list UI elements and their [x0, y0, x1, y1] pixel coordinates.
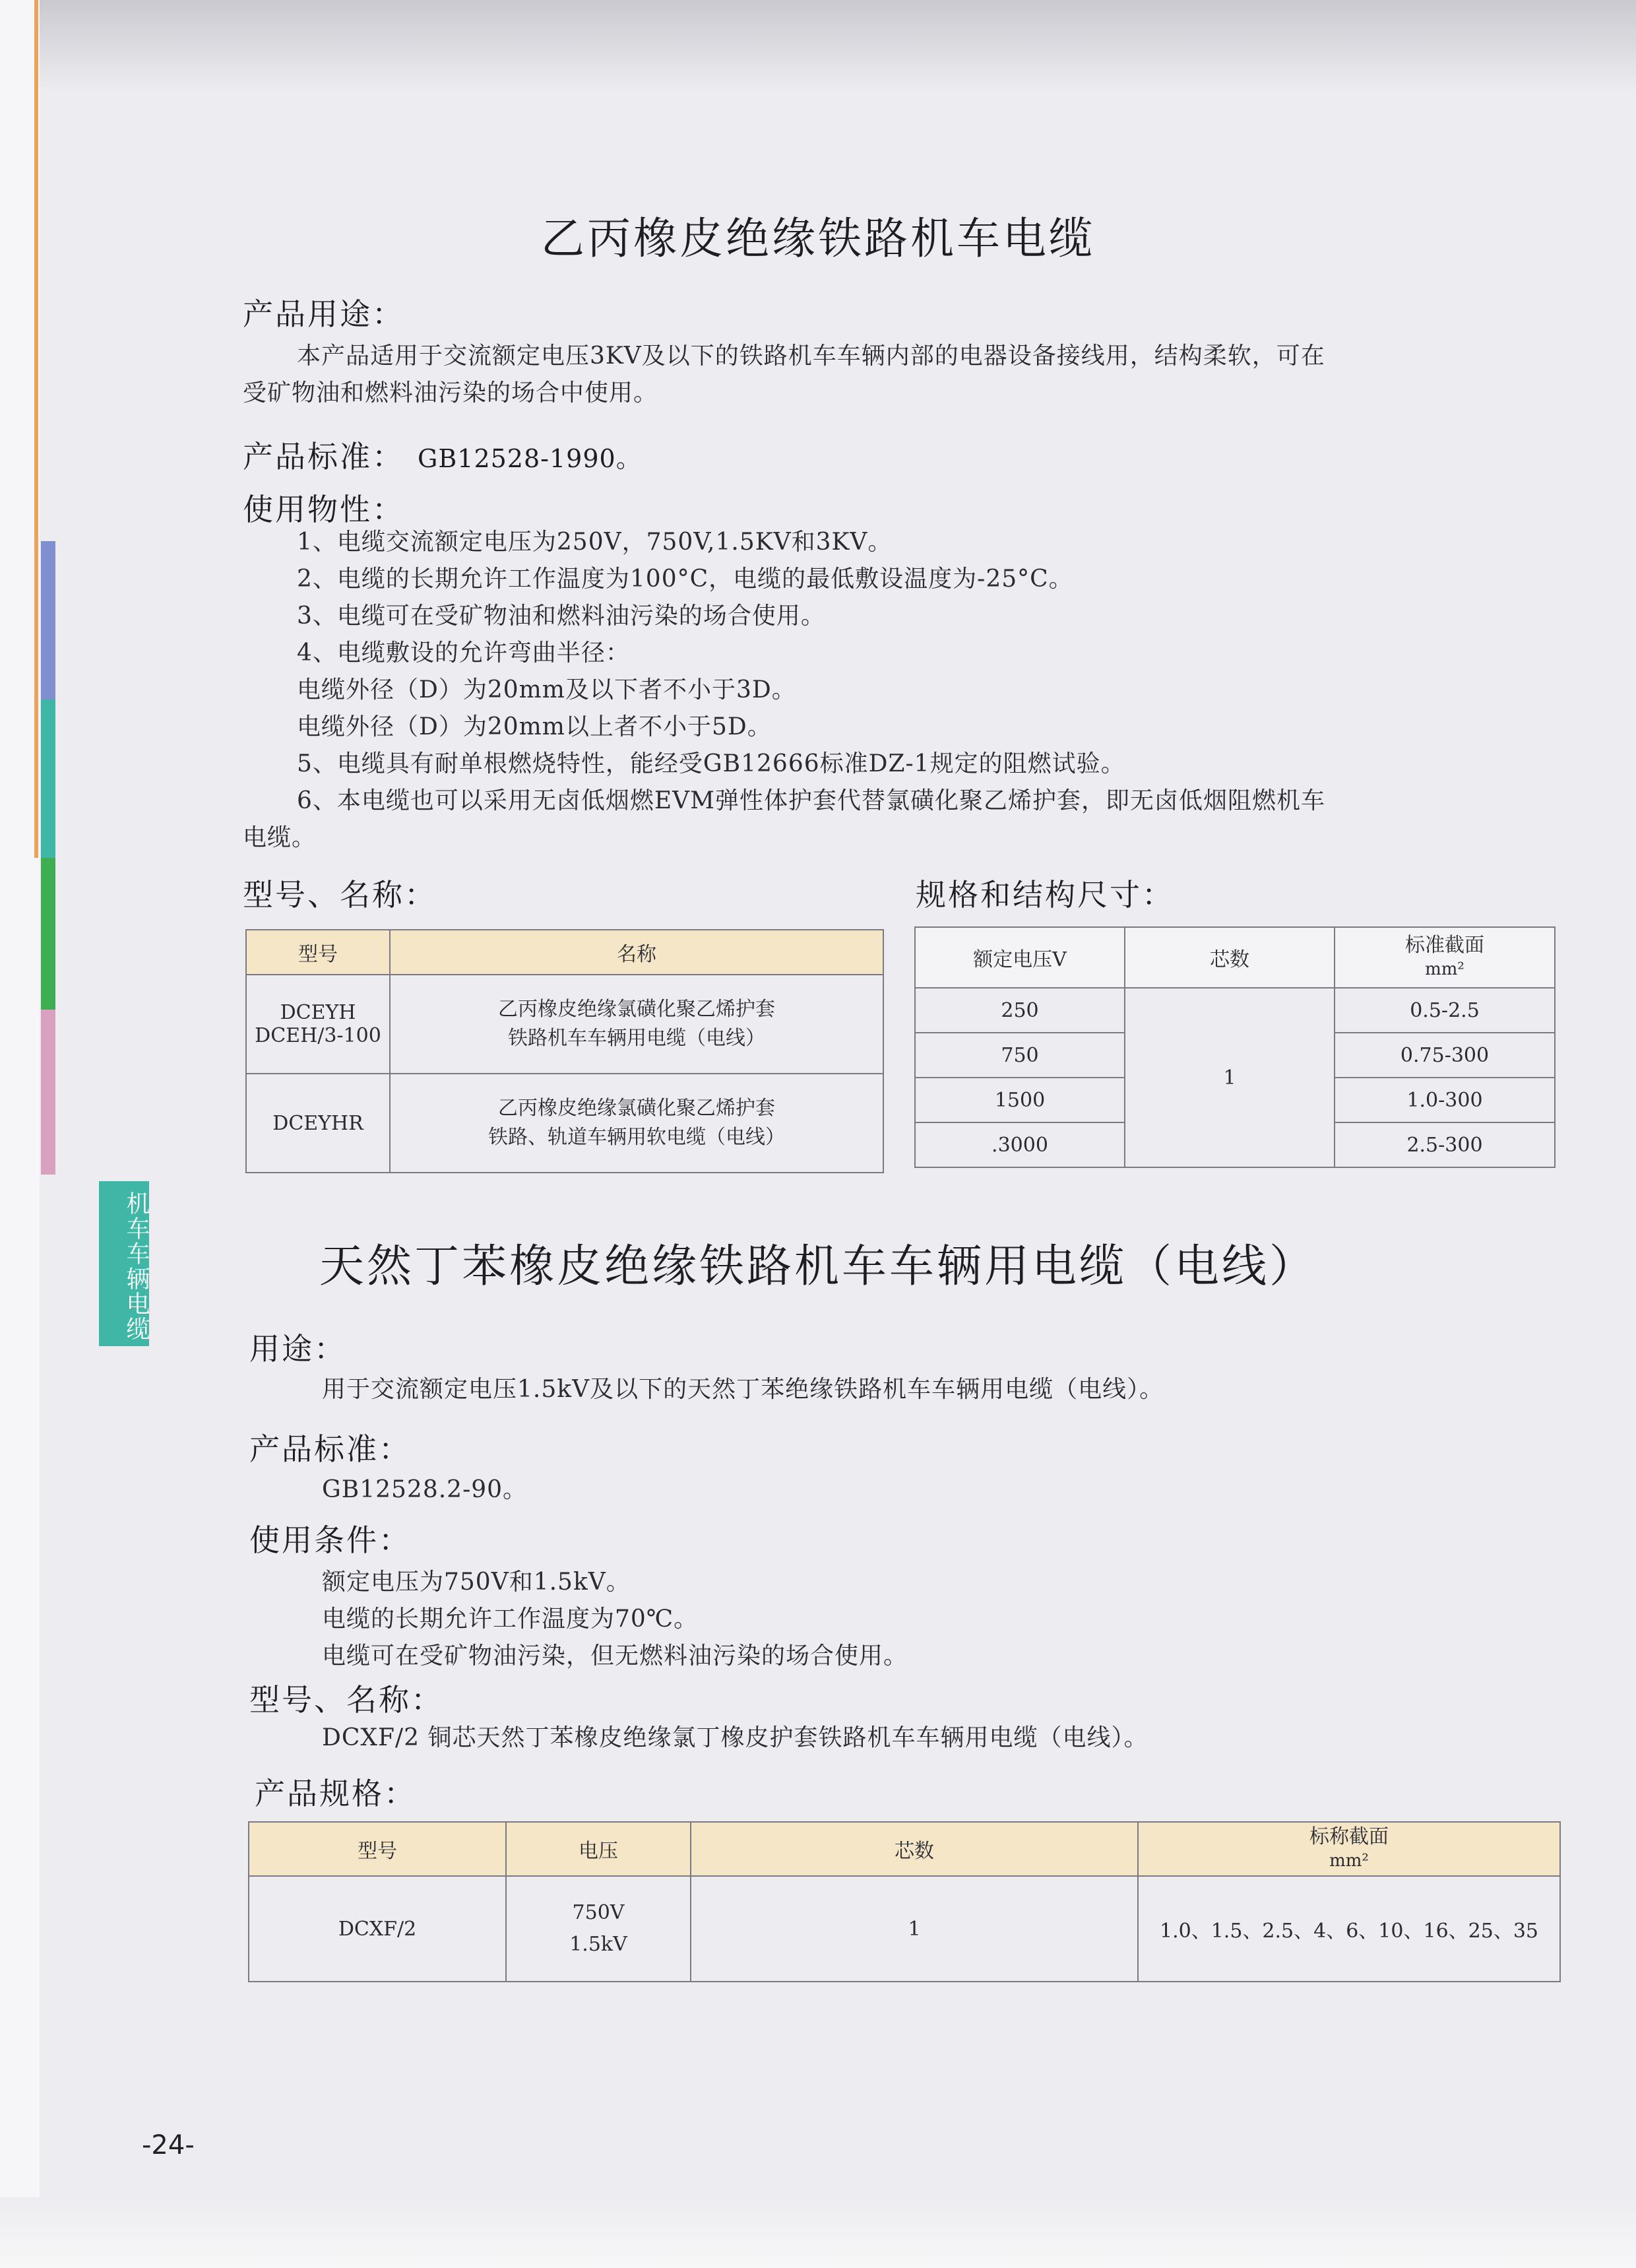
model-table: [245, 929, 884, 1173]
model-cell: [246, 975, 390, 1074]
section-col-header: [1335, 927, 1555, 988]
table-row: [249, 1876, 1560, 1982]
page-bottom-shadow: [0, 2197, 1636, 2268]
tab-strip-pink: [41, 1010, 55, 1175]
spec-heading-2: 产品规格：: [255, 1776, 416, 1811]
name-line: 铁路、轨道车辆用软电缆（电线）: [488, 1126, 785, 1149]
usage-text: [243, 338, 1556, 412]
standard-label: 产品标准：: [243, 439, 404, 474]
section-title: 天然丁苯橡皮绝缘铁路机车车辆用电缆（电线）: [319, 1241, 1317, 1293]
property-item: 电缆外径（D）为20mm及以下者不小于3D。: [297, 676, 796, 703]
table-row: [915, 988, 1555, 1033]
standard-heading: [243, 433, 642, 476]
property-item: 3、电缆可在受矿物油和燃料油污染的场合使用。: [297, 602, 825, 630]
spec-heading: 规格和结构尺寸：: [916, 877, 1174, 913]
binding-line: [34, 0, 38, 858]
property-item: 6、本电缆也可以采用无卤低烟燃EVM弹性体护套代替氯磺化聚乙烯护套，即无卤低烟阻燃机车: [297, 787, 1326, 814]
properties-heading: 使用物性：: [243, 492, 404, 527]
section-header-label: 标称截面: [1309, 1825, 1389, 1848]
model-heading-2: 型号、名称：: [249, 1682, 443, 1718]
section-cell: 0.75-300: [1335, 1033, 1555, 1078]
name-line: 乙丙橡皮绝缘氯磺化聚乙烯护套: [498, 1097, 775, 1120]
model-cell: DCEYHR: [246, 1074, 390, 1173]
name-cell: [390, 1074, 883, 1173]
tab-strip-blue: [41, 541, 55, 699]
cores-cell: 1: [1125, 988, 1335, 1167]
sections-cell: 1.0、1.5、2.5、4、6、10、16、25、35: [1138, 1876, 1560, 1982]
usage-text-2: 用于交流额定电压1.5kV及以下的天然丁苯绝缘铁路机车车辆用电缆（电线）。: [322, 1376, 1164, 1403]
voltage-col-header: 电压: [506, 1822, 691, 1876]
voltage-cell: [506, 1876, 691, 1982]
section-header-unit: mm²: [1329, 1851, 1369, 1871]
section-col-header: [1138, 1822, 1560, 1876]
usage-heading-2: 用途：: [249, 1331, 346, 1367]
section-cell: 2.5-300: [1335, 1122, 1555, 1167]
standard-heading-2: 产品标准：: [249, 1431, 411, 1467]
spec-table: [914, 926, 1556, 1168]
section-header-label: 标准截面: [1405, 934, 1484, 957]
voltage-line: 750V: [572, 1901, 625, 1924]
name-col-header: 名称: [390, 930, 883, 975]
name-cell: [390, 975, 883, 1074]
property-item: 5、电缆具有耐单根燃烧特性，能经受GB12666标准DZ-1规定的阻燃试验。: [297, 750, 1125, 777]
standard-value-2: GB12528.2-90。: [322, 1476, 528, 1503]
table-row: [246, 975, 883, 1074]
usage-text-line: 受矿物油和燃料油污染的场合中使用。: [243, 379, 658, 406]
model-line: DCEYH: [280, 1001, 356, 1024]
properties-tail: 电缆。: [243, 824, 317, 851]
name-line: 乙丙橡皮绝缘氯磺化聚乙烯护套: [498, 998, 775, 1021]
page-number: -24-: [142, 2130, 195, 2160]
model-line: DCEH/3-100: [255, 1024, 381, 1047]
conditions-heading: 使用条件：: [249, 1522, 411, 1558]
model-col-header: 型号: [246, 930, 390, 975]
property-item: 4、电缆敷设的允许弯曲半径：: [297, 639, 630, 666]
spec-table-2: [248, 1821, 1561, 1982]
property-item: 1、电缆交流额定电压为250V，750V,1.5KV和3KV。: [297, 529, 893, 556]
standard-value: GB12528-1990。: [418, 444, 642, 473]
name-line: 铁路机车车辆用电缆（电线）: [508, 1027, 765, 1050]
cores-cell: 1: [691, 1876, 1138, 1982]
page-title: 乙丙橡皮绝缘铁路机车电缆: [541, 213, 1095, 264]
model-cell: DCXF/2: [249, 1876, 506, 1982]
page-top-shadow: [0, 0, 1636, 92]
cores-col-header: 芯数: [691, 1822, 1138, 1876]
property-item: 2、电缆的长期允许工作温度为100°C，电缆的最低敷设温度为-25°C。: [297, 566, 1073, 593]
model-col-header: 型号: [249, 1822, 506, 1876]
voltage-cell: 1500: [915, 1078, 1125, 1122]
cores-col-header: 芯数: [1125, 927, 1335, 988]
condition-item: 额定电压为750V和1.5kV。: [322, 1569, 631, 1596]
section-header-unit: mm²: [1425, 959, 1464, 979]
table-row: [246, 1074, 883, 1173]
condition-item: 电缆的长期允许工作温度为70℃。: [322, 1605, 699, 1633]
properties-list: [297, 524, 1583, 820]
condition-item: 电缆可在受矿物油污染，但无燃料油污染的场合使用。: [322, 1642, 908, 1669]
usage-text-line: 本产品适用于交流额定电压3KV及以下的铁路机车车辆内部的电器设备接线用，结构柔软，可在: [297, 342, 1325, 370]
conditions-list: [322, 1564, 908, 1675]
binding-edge: [0, 0, 40, 2268]
voltage-cell: 750: [915, 1033, 1125, 1078]
voltage-col-header: 额定电压V: [915, 927, 1125, 988]
tab-strip-teal: [41, 699, 55, 858]
section-cell: 0.5-2.5: [1335, 988, 1555, 1033]
voltage-cell: .3000: [915, 1122, 1125, 1167]
model-heading: 型号、名称：: [243, 877, 437, 913]
section-tab[interactable]: 机车车辆电缆: [99, 1181, 149, 1346]
model-text: DCXF/2 铜芯天然丁苯橡皮绝缘氯丁橡皮护套铁路机车车辆用电缆（电线）。: [322, 1724, 1148, 1751]
section-cell: 1.0-300: [1335, 1078, 1555, 1122]
property-item: 电缆外径（D）为20mm以上者不小于5D。: [297, 713, 772, 740]
voltage-cell: 250: [915, 988, 1125, 1033]
voltage-line: 1.5kV: [569, 1933, 627, 1956]
usage-heading: 产品用途：: [243, 296, 404, 332]
tab-strip-green: [41, 858, 55, 1010]
